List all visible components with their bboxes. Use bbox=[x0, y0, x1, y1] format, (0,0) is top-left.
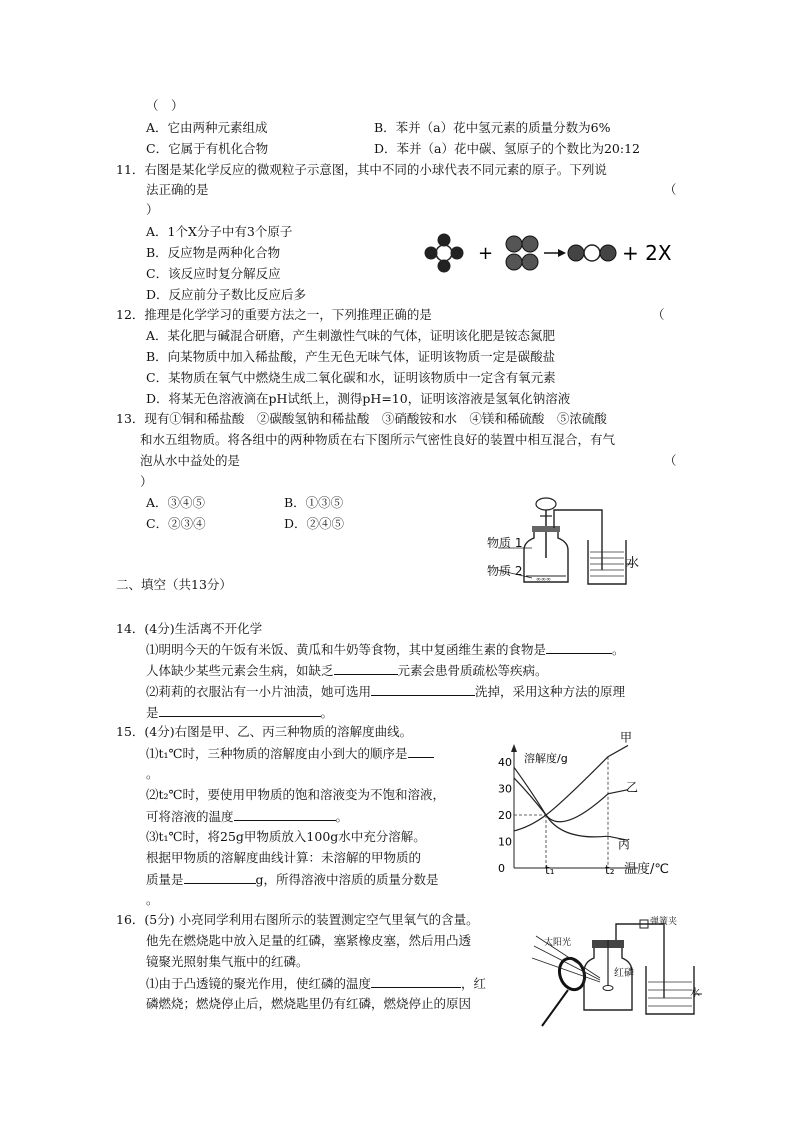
q13-option-a: A．③④⑤ bbox=[146, 495, 206, 510]
y-tick-label: 0 bbox=[498, 862, 505, 875]
y-tick-label: 10 bbox=[498, 835, 512, 849]
q11-paren-open: （ bbox=[664, 182, 677, 197]
q14-part1-line1: ⑴明明今天的午饭有米饭、黄瓜和牛奶等食物，其中复函维生素的食物是 。 bbox=[146, 642, 625, 657]
q13-paren-open: （ bbox=[664, 453, 677, 468]
q15-part3-line4: 。 bbox=[146, 892, 159, 907]
series-label-乙: 乙 bbox=[626, 780, 639, 795]
apparatus-label-substance2: 物质 2 bbox=[487, 564, 523, 578]
reactant-molecule-1 bbox=[425, 234, 464, 273]
q10-option-a: A．它由两种元素组成 bbox=[146, 120, 268, 135]
series-label-丙: 丙 bbox=[618, 837, 631, 852]
q13-stem-line2: 和水五组物质。将各组中的两种物质在右下图所示气密性良好的装置中相互混合，有气 bbox=[140, 432, 616, 447]
q15-part3-line1: ⑶t₁℃时，将25g甲物质放入100g水中充分溶解。 bbox=[146, 829, 426, 844]
q16-part1-line1: ⑴由于凸透镜的聚光作用，使红磷的温度 ，红 bbox=[146, 976, 487, 991]
q11-stem-line1: 11．右图是某化学反应的微观粒子示意图，其中不同的小球代表不同元素的原子。下列说 bbox=[116, 162, 607, 177]
q14-blank-principle[interactable] bbox=[159, 703, 321, 717]
q15-part2-line1: ⑵t₂℃时，要使用甲物质的饱和溶液变为不饱和溶液， bbox=[146, 787, 446, 802]
q10-paren: （ ） bbox=[146, 98, 184, 113]
y-tick-label: 30 bbox=[498, 782, 512, 796]
q16-stem-line3: 镜聚光照射集气瓶中的红磷。 bbox=[146, 954, 309, 969]
q11-paren-close: ） bbox=[146, 202, 159, 217]
q13-option-b: B．①③⑤ bbox=[284, 495, 344, 510]
q13-stem-line3: 泡从水中益处的是 bbox=[140, 453, 241, 468]
label-spring-clip: 弹簧夹 bbox=[650, 917, 678, 927]
q14-blank-cleaner[interactable] bbox=[371, 682, 475, 696]
q12-option-a: A．某化肥与碱混合研磨，产生刺激性气味的气体，证明该化肥是铵态氮肥 bbox=[146, 328, 556, 343]
q13-option-d: D．②④⑤ bbox=[284, 516, 345, 531]
q16-stem-line2: 他先在燃烧匙中放入足量的红磷，塞紧橡皮塞，然后用凸透 bbox=[146, 933, 472, 948]
y-tick-label: 20 bbox=[498, 809, 512, 822]
q15-blank-mass[interactable] bbox=[184, 870, 256, 884]
x-tick-t1: t₁ bbox=[545, 863, 555, 877]
product-molecule bbox=[568, 245, 616, 261]
reactant-molecule-2 bbox=[506, 236, 538, 270]
apparatus-label-water: 水 bbox=[626, 556, 640, 571]
q11-stem-line2: 法正确的是 bbox=[146, 182, 209, 197]
q10-option-c: C．它属于有机化合物 bbox=[146, 141, 269, 156]
q11-option-b: B．反应物是两种化合物 bbox=[146, 245, 281, 260]
q15-stem: 15．(4分)右图是甲、乙、丙三种物质的溶解度曲线。 bbox=[116, 724, 413, 739]
q14-blank-vitamin-food[interactable] bbox=[546, 640, 612, 654]
y-axis-label: 溶解度/g bbox=[524, 752, 568, 765]
label-sunlight: 太阳光 bbox=[544, 938, 572, 948]
q14-part1-line2: 人体缺少某些元素会生病，如缺乏 元素会患骨质疏松等疾病。 bbox=[146, 663, 548, 678]
q16-stem-line1: 16．(5分) 小亮同学利用右图所示的装置测定空气里氧气的含量。 bbox=[116, 912, 479, 927]
q15-part1-line1: ⑴t₁℃时，三种物质的溶解度由小到大的顺序是 bbox=[146, 744, 434, 763]
q15-part3-line2: 根据甲物质的溶解度曲线计算：未溶解的甲物质的 bbox=[146, 850, 422, 865]
q10-option-b: B．苯并（a）花中氢元素的质量分数为6% bbox=[374, 120, 611, 135]
svg-text:∞∞∞: ∞∞∞ bbox=[536, 576, 551, 583]
q12-option-b: B．向某物质中加入稀盐酸，产生无色无味气体，证明该物质一定是碳酸盐 bbox=[146, 349, 556, 364]
label-water: 水 bbox=[690, 988, 700, 999]
q10-option-d: D．苯并（a）花中碳、氢原子的个数比为20:12 bbox=[374, 141, 640, 156]
q14-stem: 14．(4分)生活离不开化学 bbox=[116, 621, 263, 636]
q15-part2-line2: 可将溶液的温度 。 bbox=[146, 809, 349, 824]
q15-blank-temperature[interactable] bbox=[234, 807, 336, 821]
solubility-chart bbox=[478, 730, 678, 878]
q15-part3-line3: 质量是 g，所得溶液中溶质的质量分数是 bbox=[146, 872, 439, 887]
q16-blank-temperature[interactable] bbox=[371, 974, 461, 988]
apparatus-label-substance1: 物质 1 bbox=[487, 536, 523, 550]
series-line-丙 bbox=[514, 767, 628, 840]
plus-sign: + bbox=[478, 243, 494, 264]
q11-option-c: C．该反应时复分解反应 bbox=[146, 266, 281, 281]
y-tick-label: 40 bbox=[498, 756, 512, 769]
label-red-phosphorus: 红磷 bbox=[614, 968, 634, 979]
q12-option-d: D．将某无色溶液滴在pH试纸上，测得pH=10，证明该溶液是氢氧化钠溶液 bbox=[146, 391, 571, 406]
q12-paren: （ bbox=[652, 307, 665, 322]
q15-part1-line2: 。 bbox=[146, 766, 159, 781]
x-tick-t2: t₂ bbox=[605, 863, 615, 877]
q12-option-c: C．某物质在氧气中燃烧生成二氧化碳和水，证明该物质中一定含有氧元素 bbox=[146, 370, 556, 385]
q14-part2-line2: 是 。 bbox=[146, 705, 334, 720]
series-label-甲: 甲 bbox=[620, 730, 633, 745]
q14-part2-line1: ⑵莉莉的衣服沾有一小片油渍，她可选用 洗掉，采用这种方法的原理 bbox=[146, 684, 626, 699]
q13-option-c: C．②③④ bbox=[146, 516, 206, 531]
x-axis-label: 温度/℃ bbox=[624, 862, 669, 877]
q11-option-d: D．反应前分子数比反应后多 bbox=[146, 287, 307, 302]
q15-blank-order[interactable] bbox=[408, 744, 434, 758]
q12-stem: 12．推理是化学学习的重要方法之一，下列推理正确的是 bbox=[116, 307, 432, 322]
section-title: 二、填空（共13分） bbox=[116, 577, 232, 592]
q11-option-a: A．1个X分子中有3个原子 bbox=[146, 224, 293, 239]
q13-paren-close: ） bbox=[140, 474, 153, 489]
reaction-diagram bbox=[424, 228, 674, 278]
q13-stem-line1: 13．现有①铜和稀盐酸 ②碳酸氢钠和稀盐酸 ③硝酸铵和水 ④镁和稀硫酸 ⑤浓硫酸 bbox=[116, 411, 607, 426]
q14-blank-element[interactable] bbox=[334, 661, 398, 675]
q16-part1-line2: 磷燃烧；燃烧停止后，燃烧匙里仍有红磷，燃烧停止的原因 bbox=[146, 996, 472, 1011]
product-x-label: + 2X bbox=[622, 241, 672, 265]
